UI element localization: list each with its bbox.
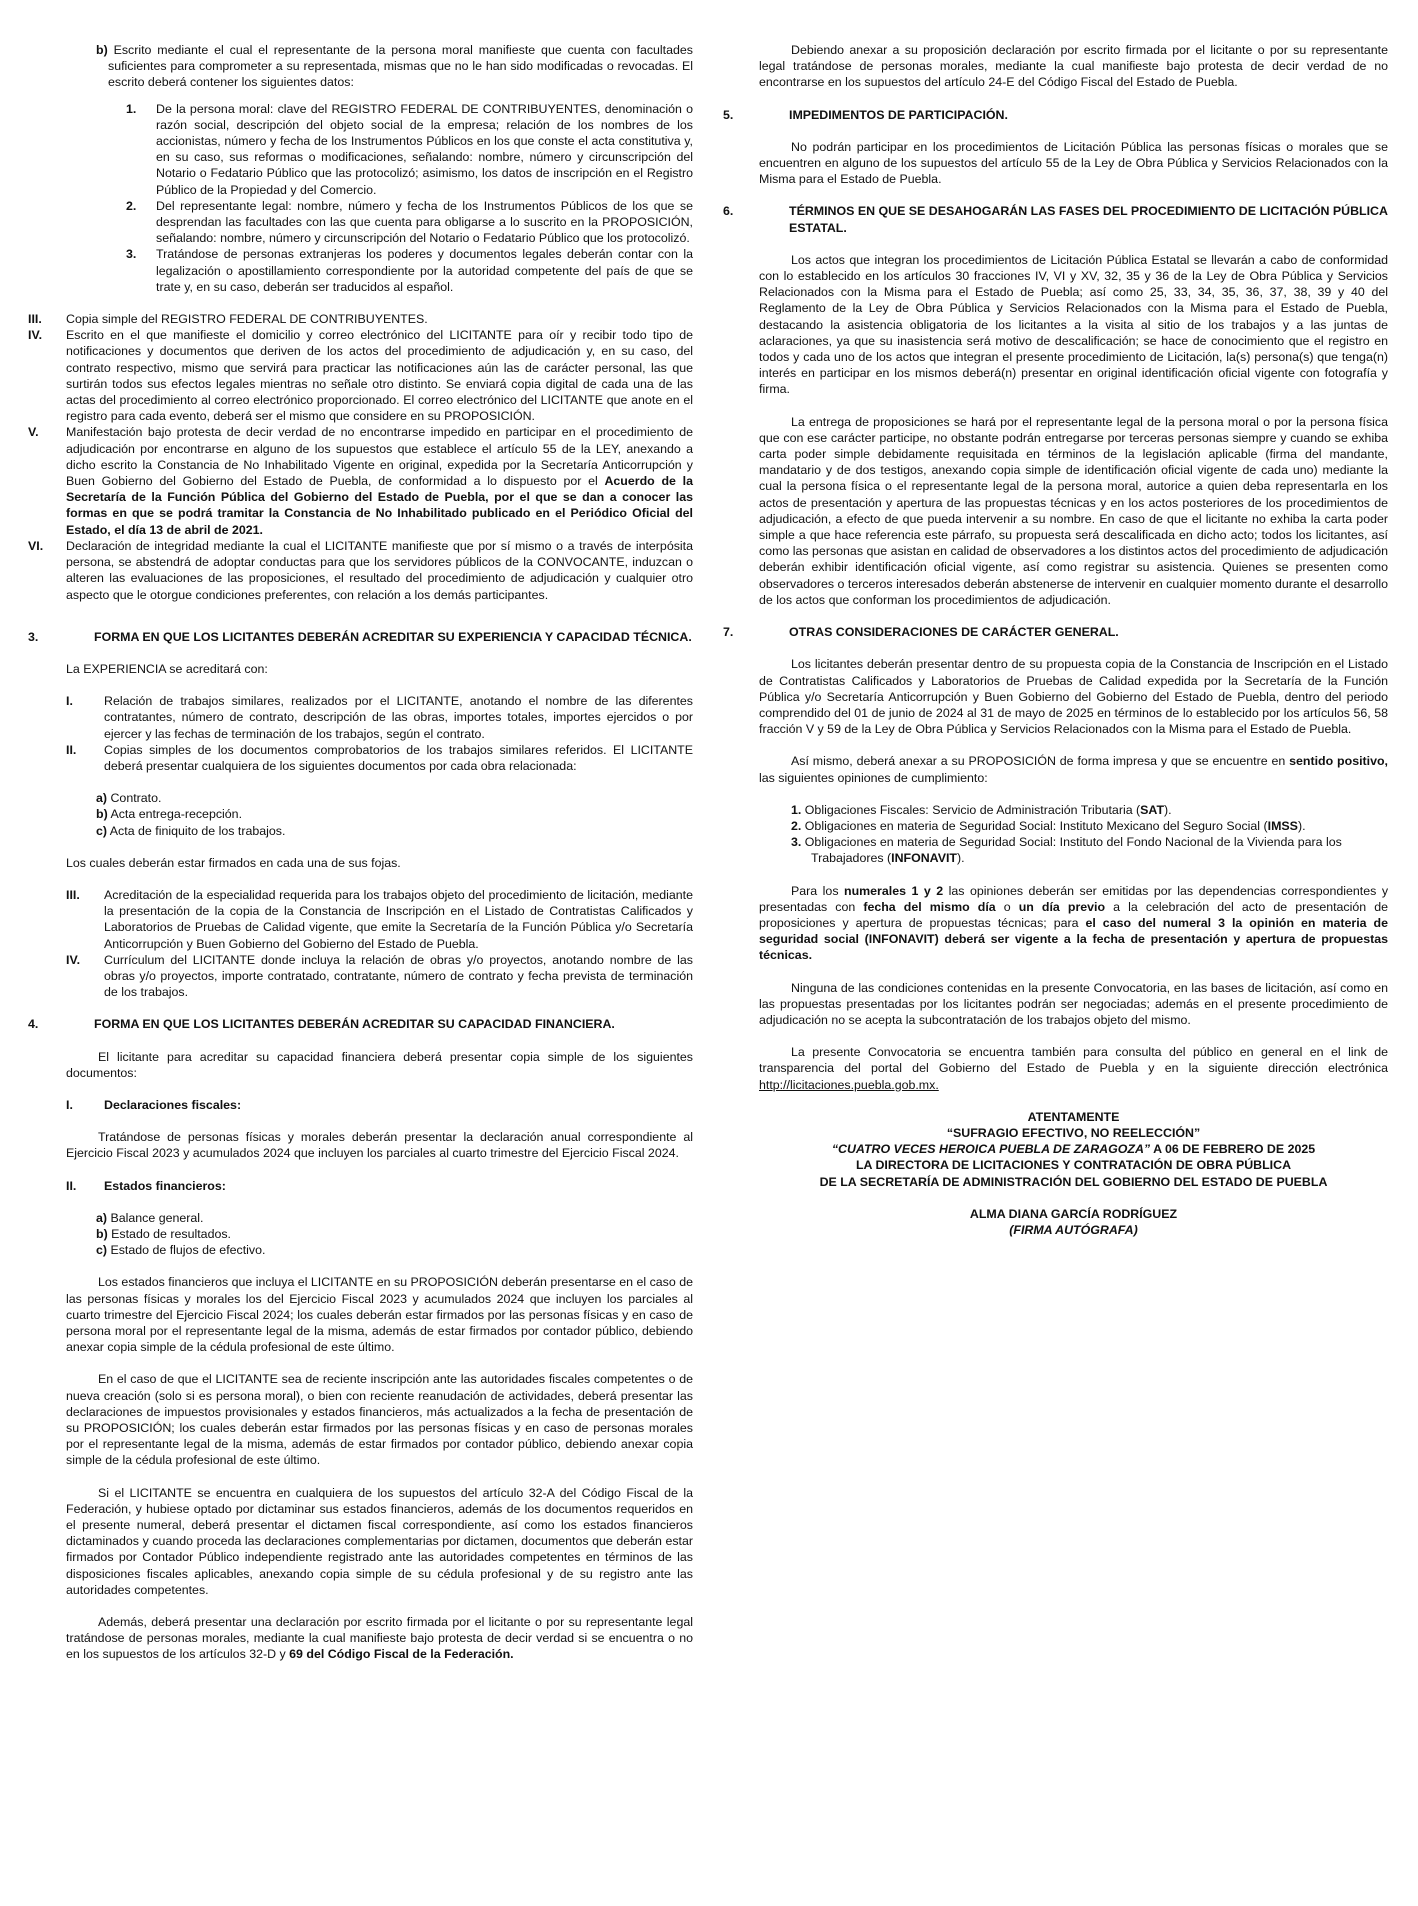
financial-statement-item-letter: b) [96, 1226, 108, 1241]
item-b: b) Escrito mediante el cual el representante de la persona moral manifieste que cuenta con facultades suficientes para comprometer a su representada, mismas que no le han sido modificadas o revocadas. El escrito deberá contener los siguientes datos: [96, 43, 693, 90]
section-7-paragraph-5: La presente Convocatoria se encuentra también para consulta del público en general en el link de transparencia del portal del Gobierno del Estado de Puebla y en la siguiente dirección electrónica http://licitaciones.puebla.gob.mx. [759, 1045, 1388, 1092]
opinion-number: 2. [791, 818, 802, 833]
document-type-item-letter: a) [96, 791, 108, 806]
opinion-end: ). [1164, 802, 1172, 817]
roman-item [28, 311, 693, 327]
opinion-number: 3. [791, 835, 802, 850]
document-type-item [96, 823, 693, 839]
financial-statement-item-text: Estado de resultados. [107, 1226, 231, 1241]
compliance-opinions-list [791, 802, 1388, 867]
section-5-text: No podrán participar en los procedimientos de Licitación Pública las personas físicas o morales que se encuentren en alguno de los supuestos del artículo 55 de la Ley de Obra Pública y Servicios Relacionados con la Misma para el Estado de Puebla. [759, 139, 1388, 187]
financial-statement-item-letter: c) [96, 1243, 108, 1258]
roman-item-number: III. [28, 312, 42, 327]
opinion-text: Obligaciones en materia de Seguridad Social: Instituto Mexicano del Seguro Social ( [801, 818, 1268, 833]
fiscal-code-declaration: Además, deberá presentar una declaración por escrito firmada por el licitante o por su representante legal tratándose de personas morales, mediante la cual manifieste bajo protesta de decir verdad si se encuentra o no en los supuestos de los artículos 32-D y 69 del Código Fiscal de la Federación. [66, 1615, 693, 1662]
experience-item-text: Relación de trabajos similares, realizados por el LICITANTE, anotando el nombre de las diferentes contratantes, número de contrato, descripción de las obras, importes totales, importes ejercidos o por ejercer y las fechas de terminación de los trabajos, según el contrato. [104, 694, 693, 741]
fiscal-declarations-heading: I. Declaraciones fiscales: [66, 1097, 242, 1112]
financial-statements-list [96, 1210, 693, 1259]
section-3-heading: 3. FORMA EN QUE LOS LICITANTES DEBERÁN ACREDITAR SU EXPERIENCIA Y CAPACIDAD TÉCNICA. [28, 629, 692, 644]
requirements-list [28, 101, 693, 295]
roman-list-a [28, 311, 693, 424]
licitaciones-link[interactable]: http://licitaciones.puebla.gob.mx. [759, 1077, 939, 1092]
signature-place-date: “CUATRO VECES HEROICA PUEBLA DE ZARAGOZA” A 06 DE FEBRERO DE 2025 [831, 1142, 1316, 1157]
financial-paragraph: Si el LICITANTE se encuentra en cualquiera de los supuestos del artículo 32-A del Código Fiscal de la Federación, y hubiese optado por dictaminar sus estados financieros, además de los documentos requeridos en el presente numeral, deberá presentar el dictamen fiscal correspondiente, así como los estados financieros dictaminados y cuando proceda las declaraciones complementarias por dictamen, documentos que deberán estar firmados por Contador Público independiente registrado ante las autoridades competentes en términos de las disposiciones fiscales aplicables, anexando copia simple de su cédula profesional y de su registro ante las autoridades competentes. [66, 1485, 693, 1597]
opinion-agency: INFONAVIT [891, 851, 957, 866]
opinion-end: ). [1297, 818, 1306, 833]
financial-statement-item [96, 1242, 693, 1258]
document-type-item [96, 806, 693, 822]
financial-statement-item [96, 1210, 693, 1226]
experience-item-number: I. [66, 694, 73, 709]
code-declaration-paragraph: Debiendo anexar a su proposición declaración por escrito firmada por el licitante o por su representante legal tratándose de personas morales, mediante la cual manifieste bajo protesta de decir verdad de no encontrarse en los supuestos del artículo 24-E del Código Fiscal del Estado de Puebla. [759, 43, 1388, 90]
experience-item [66, 887, 693, 952]
section-7-paragraph-4: Ninguna de las condiciones contenidas en la presente Convocatoria, en las bases de licitación, así como en las propuestas presentadas por los licitantes podrán ser negociadas; además en el presente procedimiento de adjudicación no se acepta la subcontratación de los trabajos objeto del mismo. [759, 980, 1388, 1027]
section-7-paragraph-1: Los licitantes deberán presentar dentro de su propuesta copia de la Constancia de Inscripción en el Listado de Contratistas Calificados y Laboratorios de Pruebas de Calidad expedida por la Secretaría de la Función Pública y/o Secretaría Anticorrupción y Buen Gobierno del Gobierno del Estado de Puebla, dentro del periodo comprendido del 01 de junio de 2024 al 31 de mayo de 2025 en términos de lo establecido por los artículos 56, 58 fracción V y 59 de la Ley de Obra Pública y Servicios Relacionados con la Misma para el Estado de Puebla. [759, 657, 1388, 737]
document-type-item-text: Acta entrega-recepción. [107, 807, 243, 822]
financial-statement-item-letter: a) [96, 1210, 108, 1225]
financial-statement-item [96, 1226, 693, 1242]
requirement-item-text: Tratándose de personas extranjeras los poderes y documentos legales deberán contar con la legalización o apostillamiento correspondiente por la autoridad competente del país de que se trate y, en su caso, deberán ser traducidos al español. [156, 247, 693, 294]
section-7-paragraph-3: Para los numerales 1 y 2 las opiniones deberán ser emitidas por las dependencias correspondientes y presentadas con fecha del mismo día o un día previo a la celebración del acto de presentación de proposiciones y apertura de propuestas técnicas; para el caso del numeral 3 la opinión en materia de seguridad social (INFONAVIT) deberá ser vigente a la fecha de presentación y apertura de propuestas técnicas. [759, 883, 1389, 963]
roman-item-vi: VI. Declaración de integridad mediante la cual el LICITANTE manifieste que por sí mismo o a través de interpósita persona, se abstendrá de adoptar conductas para que los servidores públicos de la CONVOCANTE, induzcan o alteren las evaluaciones de las proposiciones, el resultado del procedimiento de adjudicación y cualquier otro aspecto que le otorgue condiciones preferentes, con relación a los demás participantes. [28, 538, 693, 602]
section-3-intro: La EXPERIENCIA se acreditará con: [66, 661, 268, 676]
experience-list-a [28, 693, 693, 774]
roman-item-text: Copia simple del REGISTRO FEDERAL DE CONTRIBUYENTES. [66, 312, 428, 327]
signature-title-2: DE LA SECRETARÍA DE ADMINISTRACIÓN DEL GOBIERNO DEL ESTADO DE PUEBLA [819, 1174, 1328, 1189]
experience-item [66, 742, 693, 774]
requirement-item-text: Del representante legal: nombre, número y fecha de los Instrumentos Públicos de los que se desprendan las facultades con las que cuenta para obligarse a lo suscrito en la PROPOSICIÓN, señalando: nombre, número y circunscripción del Notario o Fedatario Público que los protocolizó. [156, 198, 693, 246]
opinion-number: 1. [791, 802, 802, 817]
document-type-item [96, 790, 693, 806]
opinion-text: Obligaciones Fiscales: Servicio de Administración Tributaria ( [801, 802, 1141, 817]
experience-item-number: III. [66, 887, 80, 902]
paragraph-gap [66, 1598, 693, 1614]
signature-motto: “SUFRAGIO EFECTIVO, NO REELECCIÓN” [946, 1125, 1201, 1140]
left-column [28, 42, 693, 1886]
opinion-text: Obligaciones en materia de Seguridad Social: Instituto del Fondo Nacional de la Vivienda para los Trabajadores ( [801, 835, 1342, 866]
paragraph-gap [66, 1355, 693, 1371]
requirement-item-text: De la persona moral: clave del REGISTRO FEDERAL DE CONTRIBUYENTES, denominación o razón social, descripción del objeto social de la empresa; relación de los nombres de los accionistas, número y fecha de los Instrumentos Públicos en los que conste el acta constitutiva y, en su caso, sus reformas o modificaciones, señalando: nombre, número y circunscripción del Notario o Fedatario Público que las protocolizó; asimismo, los datos de inscripción en el Registro Público de la Propiedad y del Comercio. [156, 101, 693, 197]
financial-statements-heading: II. Estados financieros: [66, 1178, 226, 1193]
requirement-item-number: 3. [126, 247, 137, 262]
experience-item [66, 952, 693, 1001]
signature-note: (FIRMA AUTÓGRAFA) [1009, 1222, 1138, 1237]
compliance-opinion-item [791, 818, 1388, 834]
roman-item-text: Escrito en el que manifieste el domicilio y correo electrónico del LICITANTE para oír y recibir todo tipo de notificaciones y documentos que deriven de los actos del procedimiento de adjudicación y, en su caso, del contrato respectivo, mismo que servirá para practicar las notificaciones aún las de carácter personal, las que surtirán todos sus efectos legales mientras no señale otro distinto. Se enviará copia digital de cada una de las actas del procedimiento al correo electrónico proporcionado. El correo electrónico del LICITANTE que anote en el registro para cada evento, deberá ser el mismo que considere en su PROPOSICIÓN. [66, 328, 693, 424]
section-6-paragraph-2: La entrega de proposiciones se hará por el representante legal de la persona moral o por la persona física que con ese carácter participe, no obstante podrán entregarse por terceras personas siempre y cuando se exhiba carta poder simple debidamente requisitada en términos de la legislación aplicable (firma del mandante, mandatario y de dos testigos, anexando copia simple de identificación oficial vigente de cada uno) mediante la cual la persona física o el representante legal de la persona moral, autorice a quien deba representarla en los actos de presentación y apertura de las propuestas técnicas y en los actos posteriores de los procedimientos de adjudicación, a efecto de que pueda intervenir a su nombre. En caso de que el licitante no exhiba la carta poder simple a que hace referencia este párrafo, su propuesta será descalificada en dicho acto; todos los licitantes, así como las personas que asistan en calidad de observadores a los distintos actos del procedimiento de adjudicación deberán exhibir identificación oficial vigente, así como registrar su asistencia. Quienes se presenten como observadores o terceros interesados deberán abstenerse de intervenir en cualquier momento durante el desarrollo de los actos que conforman los procedimientos de adjudicación. [759, 414, 1388, 607]
opinion-end: ). [956, 851, 965, 866]
financial-statement-item-text: Balance general. [107, 1210, 204, 1225]
signature-name: ALMA DIANA GARCÍA RODRÍGUEZ [969, 1206, 1178, 1221]
section-7-heading: 7. OTRAS CONSIDERACIONES DE CARÁCTER GENERAL. [723, 625, 1119, 640]
section-4-intro: El licitante para acreditar su capacidad financiera deberá presentar copia simple de los siguientes documentos: [66, 1049, 693, 1080]
experience-item-text: Currículum del LICITANTE donde incluya la relación de obras y/o proyectos, anotando nombre de las obras y/o proyectos, importe contratado, contratante, número de contrato y fecha prevista de terminación de los trabajos. [104, 952, 693, 1000]
requirement-item-number: 2. [126, 198, 137, 213]
experience-item-number: IV. [66, 952, 81, 967]
signed-note: Los cuales deberán estar firmados en cada una de sus fojas. [66, 855, 401, 870]
roman-item-number: IV. [28, 328, 43, 343]
requirement-item [126, 246, 693, 295]
fiscal-declarations-text: Tratándose de personas físicas y morales deberán presentar la declaración anual correspondiente al Ejercicio Fiscal 2023 y acumulados 2024 que incluyen los parciales al cuarto trimestre del Ejercicio Fiscal 2024. [66, 1130, 693, 1161]
opinion-agency: SAT [1140, 802, 1165, 817]
experience-item [66, 693, 693, 742]
item-b-text: Escrito mediante el cual el representante de la persona moral manifieste que cuenta con facultades suficientes para comprometer a su representada, mismas que no le han sido modificadas o revocadas. El escrito deberá contener los siguientes datos: [108, 43, 693, 90]
compliance-opinion-item [791, 802, 1388, 818]
requirement-item-number: 1. [126, 101, 137, 116]
signature-closing: ATENTAMENTE [1027, 1109, 1120, 1124]
financial-paragraph: En el caso de que el LICITANTE sea de reciente inscripción ante las autoridades fiscales competentes o de nueva creación (solo si es persona moral), o bien con reciente reanudación de actividades, deberá presentar las declaraciones de impuestos provisionales y estados financieros, más actualizados a la fecha de presentación de su PROPOSICIÓN; los cuales deberán estar firmados por las personas físicas y en caso de personas morales por el representante legal de la misma, además de estar firmados por contador público, debiendo anexar copia simple de la cédula profesional de este último. [66, 1372, 693, 1468]
experience-item-text: Acreditación de la especialidad requerida para los trabajos objeto del procedimiento de licitación, mediante la presentación de la copia de la Constancia de Inscripción en el Listado de Contratistas Calificados y Laboratorios de Pruebas de Calidad vigente, que emite la Secretaría de la Función Pública y/o Secretaría Anticorrupción y Buen Gobierno del Gobierno del Estado de Puebla. [104, 887, 693, 951]
document-type-item-letter: c) [96, 823, 108, 838]
signature-title-1: LA DIRECTORA DE LICITACIONES Y CONTRATACIÓN DE OBRA PÚBLICA [855, 1158, 1292, 1173]
financial-paragraph: Los estados financieros que incluya el LICITANTE en su PROPOSICIÓN deberán presentarse en el caso de las personas físicas y morales los del Ejercicio Fiscal 2023 y acumulados 2024 que incluyen los parciales al cuarto trimestre del Ejercicio Fiscal 2024; los cuales deberán estar firmados por las personas físicas y en caso de persona moral por el representante legal de la misma, además de estar firmados por contador público, debiendo anexar copia simple de la cédula profesional de este último. [66, 1275, 693, 1355]
section-5-heading: 5. IMPEDIMENTOS DE PARTICIPACIÓN. [723, 107, 1008, 122]
requirement-item [126, 198, 693, 247]
document-type-item-letter: b) [96, 807, 108, 822]
financial-statement-item-text: Estado de flujos de efectivo. [107, 1243, 266, 1258]
document-types-list [96, 790, 693, 839]
compliance-opinion-item [791, 834, 1388, 866]
document-type-item-text: Contrato. [107, 791, 162, 806]
document-type-item-text: Acta de finiquito de los trabajos. [107, 823, 286, 838]
experience-list-b [28, 887, 693, 1000]
paragraph-gap [66, 1469, 693, 1485]
roman-item-v: V. Manifestación bajo protesta de decir verdad de no encontrarse impedido en participar en el procedimiento de adjudicación por encontrarse en alguno de los supuestos que establece el artículo 55 de la LEY, anexando a dicho escrito la Constancia de No Inhabilitado Vigente en original, expedida por la Secretaría Anticorrupción y Buen Gobierno del Gobierno del Estado de Puebla, de conformidad a lo dispuesto por el Acuerdo de la Secretaría de la Función Pública del Gobierno del Estado de Puebla, por el que se dan a conocer las formas en que se podrá tramitar la Constancia de No Inhabilitado publicado en el Periódico Oficial del Estado, el día 13 de abril de 2021. [28, 425, 693, 537]
signature-block [759, 1109, 1388, 1238]
section-4-heading: 4. FORMA EN QUE LOS LICITANTES DEBERÁN ACREDITAR SU CAPACIDAD FINANCIERA. [28, 1017, 615, 1032]
section-6-heading: 6. TÉRMINOS EN QUE SE DESAHOGARÁN LAS FASES DEL PROCEDIMIENTO DE LICITACIÓN PÚBLICA ESTATAL. [723, 204, 1388, 235]
section-6-paragraph-1: Los actos que integran los procedimientos de Licitación Pública Estatal se llevarán a cabo de conformidad con lo establecido en los artículos 30 fracciones IV, VI y XV, 32, 35 y 36 de la Ley de Obra Pública y Servicios Relacionados con la Misma para el Estado de Puebla; así como 25, 33, 34, 35, 36, 37, 38, 39 y 40 del Reglamento de la Ley de Obra Pública y Servicios Relacionados con la Misma para el Estado de Puebla, destacando la asistencia obligatoria de los licitantes a la visita al sitio de los trabajos y a las juntas de aclaraciones, ya que su inasistencia será motivo de descalificación; se hace de conocimiento que el registro en todos y cada uno de los actos que integran el presente procedimiento de Licitación, la(s) persona(s) que tenga(n) interés en participar en los mismos deberá(n) presentar en original identificación oficial vigente con fotografía y firma. [759, 252, 1388, 397]
right-column [723, 42, 1388, 1886]
experience-item-number: II. [66, 742, 77, 757]
roman-item [28, 327, 693, 424]
section-7-paragraph-2: Así mismo, deberá anexar a su PROPOSICIÓN de forma impresa y que se encuentre en sentido positivo, las siguientes opiniones de cumplimiento: [759, 754, 1388, 785]
financial-paragraphs [66, 1274, 693, 1614]
experience-item-text: Copias simples de los documentos comprobatorios de los trabajos similares referidos. El LICITANTE deberá presentar cualquiera de los siguientes documentos por cada obra relacionada: [104, 742, 693, 773]
opinion-agency: IMSS [1267, 818, 1298, 833]
requirement-item [126, 101, 693, 198]
